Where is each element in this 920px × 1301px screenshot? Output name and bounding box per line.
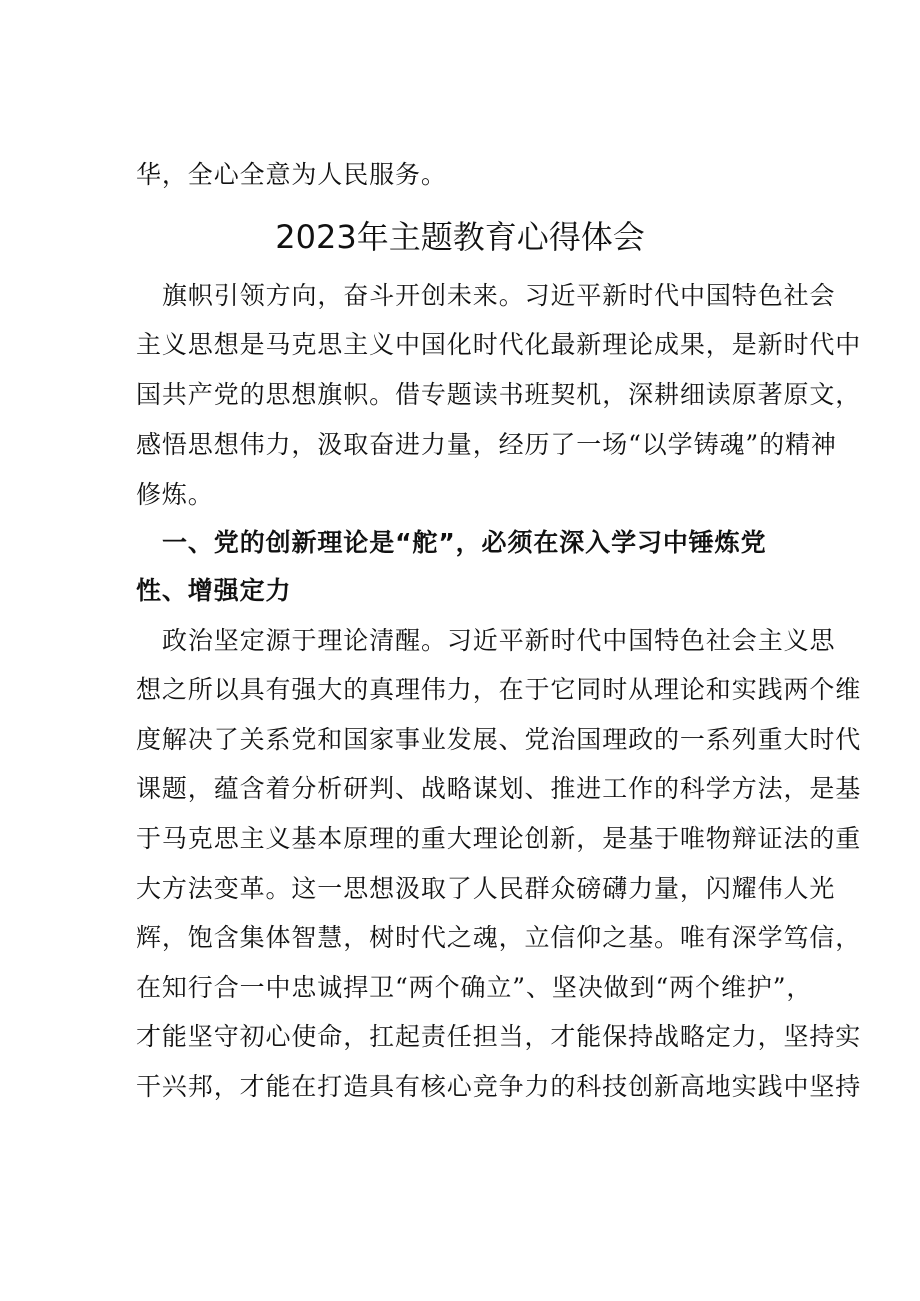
body-line: 才能坚守初心使命，扛起责任担当，才能保持战略定力，坚持实	[136, 1022, 862, 1051]
section-heading-line: 性、增强定力	[136, 576, 292, 605]
body-line: 干兴邦，才能在打造具有核心竞争力的科技创新高地实践中坚持	[136, 1072, 862, 1101]
body-line: 大方法变革。这一思想汲取了人民群众磅礴力量，闪耀伟人光	[136, 874, 836, 903]
intro-line: 感悟思想伟力，汲取奋进力量，经历了一场“以学铸魂”的精神	[136, 430, 837, 459]
body-line: 政治坚定源于理论清醒。习近平新时代中国特色社会主义思	[162, 626, 836, 655]
body-line: 辉，饱含集体智慧，树时代之魂，立信仰之基。唯有深学笃信，	[136, 923, 862, 952]
carry-over-line: 华，全心全意为人民服务。	[136, 160, 447, 189]
intro-line: 修炼。	[136, 480, 214, 509]
intro-line: 主义思想是马克思主义中国化时代化最新理论成果，是新时代中	[136, 330, 862, 359]
body-line: 于马克思主义基本原理的重大理论创新，是基于唯物辩证法的重	[136, 824, 862, 853]
intro-line: 旗帜引领方向，奋斗开创未来。习近平新时代中国特色社会	[162, 281, 836, 310]
section-heading-line: 一、党的创新理论是“舵”，必须在深入学习中锤炼党	[162, 528, 767, 557]
intro-line: 国共产党的思想旗帜。借专题读书班契机，深耕细读原著原文，	[136, 380, 862, 409]
body-line: 在知行合一中忠诚捍卫“两个确立”、坚决做到“两个维护”，	[136, 973, 813, 1002]
body-line: 度解决了关系党和国家事业发展、党治国理政的一系列重大时代	[136, 725, 862, 754]
body-line: 课题，蕴含着分析研判、战略谋划、推进工作的科学方法，是基	[136, 774, 862, 803]
body-line: 想之所以具有强大的真理伟力，在于它同时从理论和实践两个维	[136, 675, 862, 704]
document-title: 2023年主题教育心得体会	[275, 218, 645, 256]
